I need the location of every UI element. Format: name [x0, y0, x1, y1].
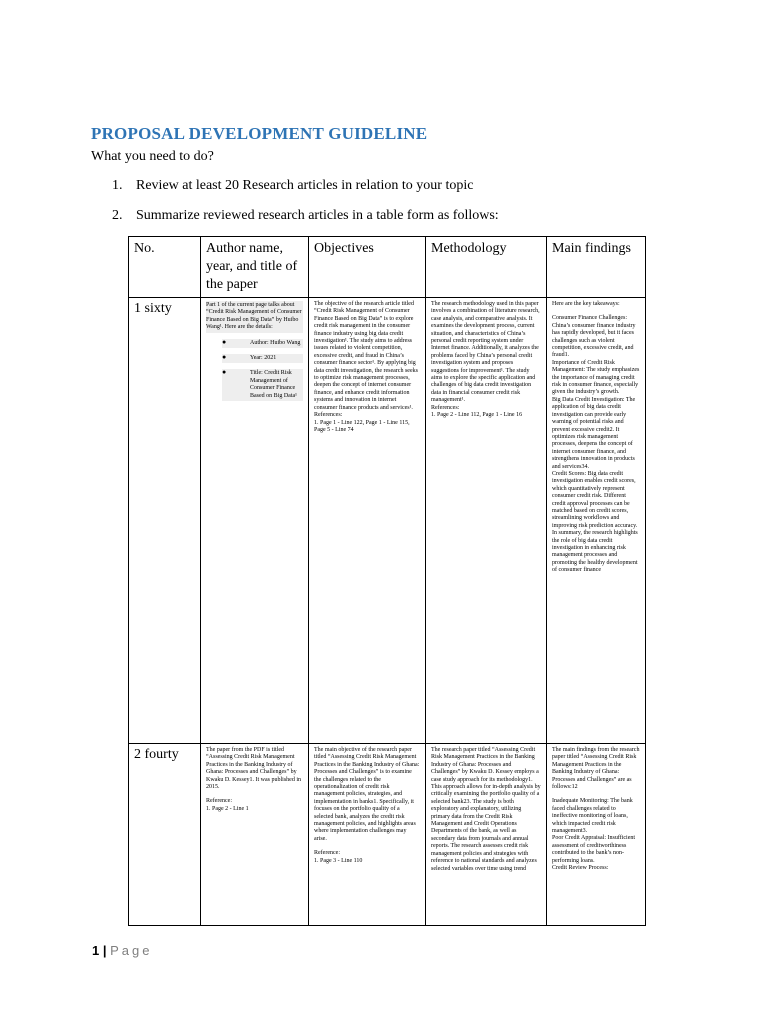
cell-line: 1. Page 1 - Line 122, Page 1 - Line 115, Page 5 - Line 74	[314, 419, 410, 433]
cell-line: The paper from the PDF is titled “Assessing Credit Risk Management Practices in the Banking Industry of Ghana: Processes and Challenges” by Kwaku D. Kessey1. It was published in 2015.	[206, 747, 301, 791]
cell-line: Consumer Finance Challenges: China’s consumer finance industry has rapidly developed, but it faces challenges such as violent competition, excessive credit, and fraud1.	[552, 315, 636, 359]
step-1	[112, 178, 473, 194]
cell-line: Inadequate Monitoring: The bank faced challenges related to ineffective monitoring of loans, which impacted credit risk management3.	[552, 798, 633, 835]
table-row	[129, 744, 646, 926]
cell-line: Reference:	[206, 798, 232, 805]
cell-spacer	[552, 791, 640, 798]
objectives-cell	[309, 744, 426, 926]
step-text: Review at least 20 Research articles in relation to your topic	[136, 178, 474, 193]
list-item: ● Title: Credit Risk Management of Consumer Finance Based on Big Data¹	[222, 369, 303, 401]
list-item: ● Author: Huibo Wang	[222, 339, 303, 348]
cell-line: 1. Page 2 - Line 1	[206, 805, 249, 812]
cell-line: Importance of Credit Risk Management: The study emphasizes the importance of managing credit risk in consumer finance, especially given the industry’s growth.	[552, 359, 640, 396]
cell-line: References:	[431, 404, 460, 411]
table-row	[129, 298, 646, 744]
cell-line: Reference:	[314, 850, 340, 857]
footer-separator: |	[102, 943, 107, 958]
header-methodology: Methodology	[426, 237, 547, 298]
author-cell	[201, 744, 309, 926]
cell-line: Big Data Credit Investigation: The application of big data credit investigation can provide early warning of potential risks and prevent excessive credit2. It optimizes risk management processes, deepens the concept of internet consumer finance, and strengthens innovation in products and services34.	[552, 396, 636, 470]
cell-spacer	[552, 308, 640, 315]
step-text: Summarize reviewed research articles in a table form as follows:	[136, 208, 499, 223]
cell-line: Credit Scores: Big data credit investigation enables credit scores, which quantitatively represent consumer credit risk. Different credit approval processes can be matched based on credit scores, streamlining workflows and improving risk prediction accuracy.	[552, 470, 638, 529]
cell-line: The research paper titled “Assessing Credit Risk Management Practices in the Banking Industry of Ghana: Processes and Challenges” by Kwaku D. Kessey employs a case study approach for its methodology1. This approach allows for in-depth analysis by critically examining the portfolio quality of a selected bank23. The study is both exploratory and explanatory, utilizing primary data from the Credit Risk Management and Credit Operations Departments of the bank, as well as secondary data from journals and annual reports. The research assesses credit risk management policies and strategies with reference to national standards and analyzes selected variables over time using trend	[431, 747, 541, 872]
literature-review-table	[128, 236, 646, 926]
objectives-cell	[309, 298, 426, 744]
methodology-cell	[426, 744, 547, 926]
step-2	[112, 208, 499, 224]
step-number: 2.	[112, 208, 123, 223]
cell-line: References:	[314, 412, 343, 419]
page-number: 1	[92, 943, 100, 958]
page-footer	[92, 943, 153, 958]
step-number: 1.	[112, 178, 123, 193]
row-label: 2 fourty	[129, 744, 201, 926]
header-objectives: Objectives	[309, 237, 426, 298]
methodology-cell	[426, 298, 547, 744]
author-cell	[201, 298, 309, 744]
intro-question: What you need to do?	[91, 149, 214, 164]
cell-line: Credit Review Process:	[552, 865, 609, 872]
cell-line: The main objective of the research paper titled “Assessing Credit Risk Management Practices in the Banking Industry of Ghana: Processes and Challenges” is to examine the challenges related to the operationalization of credit risk management policies, strategies, and implementation in banks1. Specifically, it focuses on the portfolio quality of a selected bank, analyzes the credit risk management policies, and highlights areas where implementation challenges may arise.	[314, 747, 420, 842]
cell-line: Poor Credit Appraisal: Insufficient assessment of creditworthiness contributed to the bank’s non-performing loans.	[552, 835, 636, 864]
findings-cell	[547, 744, 646, 926]
cell-line: In summary, the research highlights the role of big data credit investigation in enhancing risk management processes and promoting the healthy development of consumer finance	[552, 530, 638, 574]
cell-paragraph: The objective of the research article titled “Credit Risk Management of Consumer Finance Based on Big Data” is to explore credit risk management in the consumer finance industry using big data credit investigation¹. The study aims to address issues related to violent competition, excessive credit, and fraud in China’s consumer finance sector¹. By applying big data credit investigation, the research seeks to optimize risk management processes, deepen the concept of internet consumer finance, and enhance credit information systems and innovation in internet consumer finance products and services¹.	[314, 301, 418, 411]
cell-paragraph: The research methodology used in this paper involves a combination of literature research, case analysis, and comparative analysis. It examines the development process, current situation, and characteristics of China’s personal credit reporting system under Internet finance. Additionally, it analyzes the problems faced by China’s personal credit investigation system and proposes suggestions for improvement¹. The study aims to explore the specific application and challenges of big data credit investigation data in financial consumer credit risk management¹.	[431, 301, 540, 404]
cell-line: Here are the key takeaways:	[552, 301, 620, 307]
findings-cell	[547, 298, 646, 744]
cell-line: 1. Page 2 - Line 112, Page 1 - Line 16	[431, 412, 523, 419]
list-item: ● Year: 2021	[222, 354, 303, 363]
page-label: Page	[110, 943, 153, 958]
header-no: No.	[129, 237, 201, 298]
table-header-row	[129, 237, 646, 298]
document-title: PROPOSAL DEVELOPMENT GUIDELINE	[91, 124, 428, 143]
author-intro: Part 1 of the current page talks about “Credit Risk Management of Consumer Finance Based on Big Data” by Huibo Wang¹. Here are the details:	[206, 301, 303, 333]
header-author: Author name, year, and title of the paper	[201, 237, 309, 298]
header-main-findings: Main findings	[547, 237, 646, 298]
cell-line: The main findings from the research paper titled “Assessing Credit Risk Management Practices in the Banking Industry of Ghana: Processes and Challenges” are as follows:12	[552, 747, 640, 791]
author-details-list	[206, 339, 303, 401]
row-label: 1 sixty	[129, 298, 201, 744]
cell-line: 1. Page 3 - Line 110	[314, 857, 363, 864]
